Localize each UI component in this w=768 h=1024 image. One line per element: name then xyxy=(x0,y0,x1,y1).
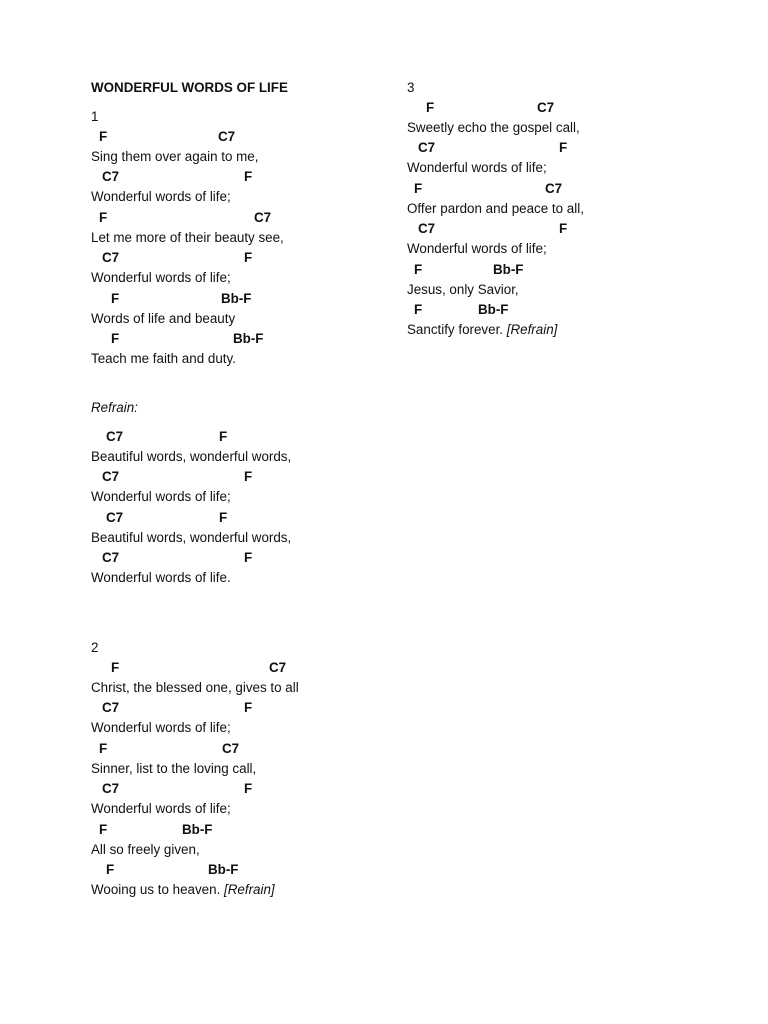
refrain-label: Refrain: xyxy=(91,400,138,415)
verse1-chord: C7 xyxy=(102,169,120,184)
verse2-chord: F xyxy=(106,862,115,877)
verse1-chord: F xyxy=(244,250,253,265)
refrain-chord: C7 xyxy=(102,550,120,565)
verse2-line-with-refrain xyxy=(91,882,275,898)
verse3-line-with-refrain xyxy=(407,322,557,338)
refrain-reference: [Refrain] xyxy=(506,322,558,337)
verse2-chord: C7 xyxy=(102,700,120,715)
verse3-chord: F xyxy=(426,100,435,115)
verse3-chord: C7 xyxy=(418,221,436,236)
verse1-number: 1 xyxy=(91,109,99,124)
verse2-line: Wooing us to heaven. xyxy=(91,882,221,897)
verse3-chord: C7 xyxy=(418,140,436,155)
verse2-chord: Bb-F xyxy=(208,862,239,877)
verse3-line: Wonderful words of life; xyxy=(407,160,547,175)
verse3-line: Sweetly echo the gospel call, xyxy=(407,120,580,135)
verse2-line: Sinner, list to the loving call, xyxy=(91,761,257,776)
refrain-chord: F xyxy=(244,550,253,565)
verse2-chord: F xyxy=(244,700,253,715)
verse1-chord: F xyxy=(244,169,253,184)
verse1-line: Let me more of their beauty see, xyxy=(91,230,284,245)
verse3-chord: F xyxy=(559,140,568,155)
refrain-line: Beautiful words, wonderful words, xyxy=(91,449,292,464)
verse1-chord: F xyxy=(99,210,108,225)
verse2-number: 2 xyxy=(91,640,99,655)
verse3-chord: C7 xyxy=(545,181,563,196)
verse2-chord: F xyxy=(99,741,108,756)
verse1-line: Teach me faith and duty. xyxy=(91,351,236,366)
refrain-chord: C7 xyxy=(106,510,124,525)
verse3-chord: F xyxy=(414,302,423,317)
verse2-chord: C7 xyxy=(269,660,287,675)
refrain-line: Beautiful words, wonderful words, xyxy=(91,530,292,545)
verse2-line: All so freely given, xyxy=(91,842,200,857)
verse3-number: 3 xyxy=(407,80,415,95)
verse3-line: Sanctify forever. xyxy=(407,322,504,337)
refrain-chord: C7 xyxy=(106,429,124,444)
refrain-reference: [Refrain] xyxy=(224,882,275,897)
verse3-chord: F xyxy=(414,181,423,196)
verse1-chord: F xyxy=(99,129,108,144)
refrain-chord: F xyxy=(244,469,253,484)
verse2-chord: F xyxy=(244,781,253,796)
verse3-chord: Bb-F xyxy=(478,302,509,317)
song-title: WONDERFUL WORDS OF LIFE xyxy=(91,80,288,95)
verse3-chord: C7 xyxy=(537,100,555,115)
verse1-chord: F xyxy=(111,291,120,306)
verse3-chord: F xyxy=(559,221,568,236)
verse2-chord: F xyxy=(99,822,108,837)
verse1-line: Wonderful words of life; xyxy=(91,270,231,285)
verse2-chord: Bb-F xyxy=(182,822,213,837)
refrain-chord: C7 xyxy=(102,469,120,484)
verse3-line: Wonderful words of life; xyxy=(407,241,547,256)
refrain-line: Wonderful words of life; xyxy=(91,489,231,504)
refrain-chord: F xyxy=(219,510,228,525)
verse2-line: Wonderful words of life; xyxy=(91,720,231,735)
refrain-line: Wonderful words of life. xyxy=(91,570,231,585)
verse1-line: Wonderful words of life; xyxy=(91,189,231,204)
verse1-line: Sing them over again to me, xyxy=(91,149,259,164)
verse1-chord: Bb-F xyxy=(221,291,252,306)
verse1-chord: C7 xyxy=(102,250,120,265)
verse1-chord: F xyxy=(111,331,120,346)
verse1-chord: Bb-F xyxy=(233,331,264,346)
verse3-line: Jesus, only Savior, xyxy=(407,282,519,297)
verse1-chord: C7 xyxy=(254,210,272,225)
verse2-chord: C7 xyxy=(222,741,240,756)
verse3-line: Offer pardon and peace to all, xyxy=(407,201,584,216)
verse2-chord: F xyxy=(111,660,120,675)
verse2-chord: C7 xyxy=(102,781,120,796)
verse2-line: Christ, the blessed one, gives to all xyxy=(91,680,299,695)
verse3-chord: F xyxy=(414,262,423,277)
refrain-chord: F xyxy=(219,429,228,444)
verse1-chord: C7 xyxy=(218,129,236,144)
verse3-chord: Bb-F xyxy=(493,262,524,277)
verse1-line: Words of life and beauty xyxy=(91,311,236,326)
verse2-line: Wonderful words of life; xyxy=(91,801,231,816)
